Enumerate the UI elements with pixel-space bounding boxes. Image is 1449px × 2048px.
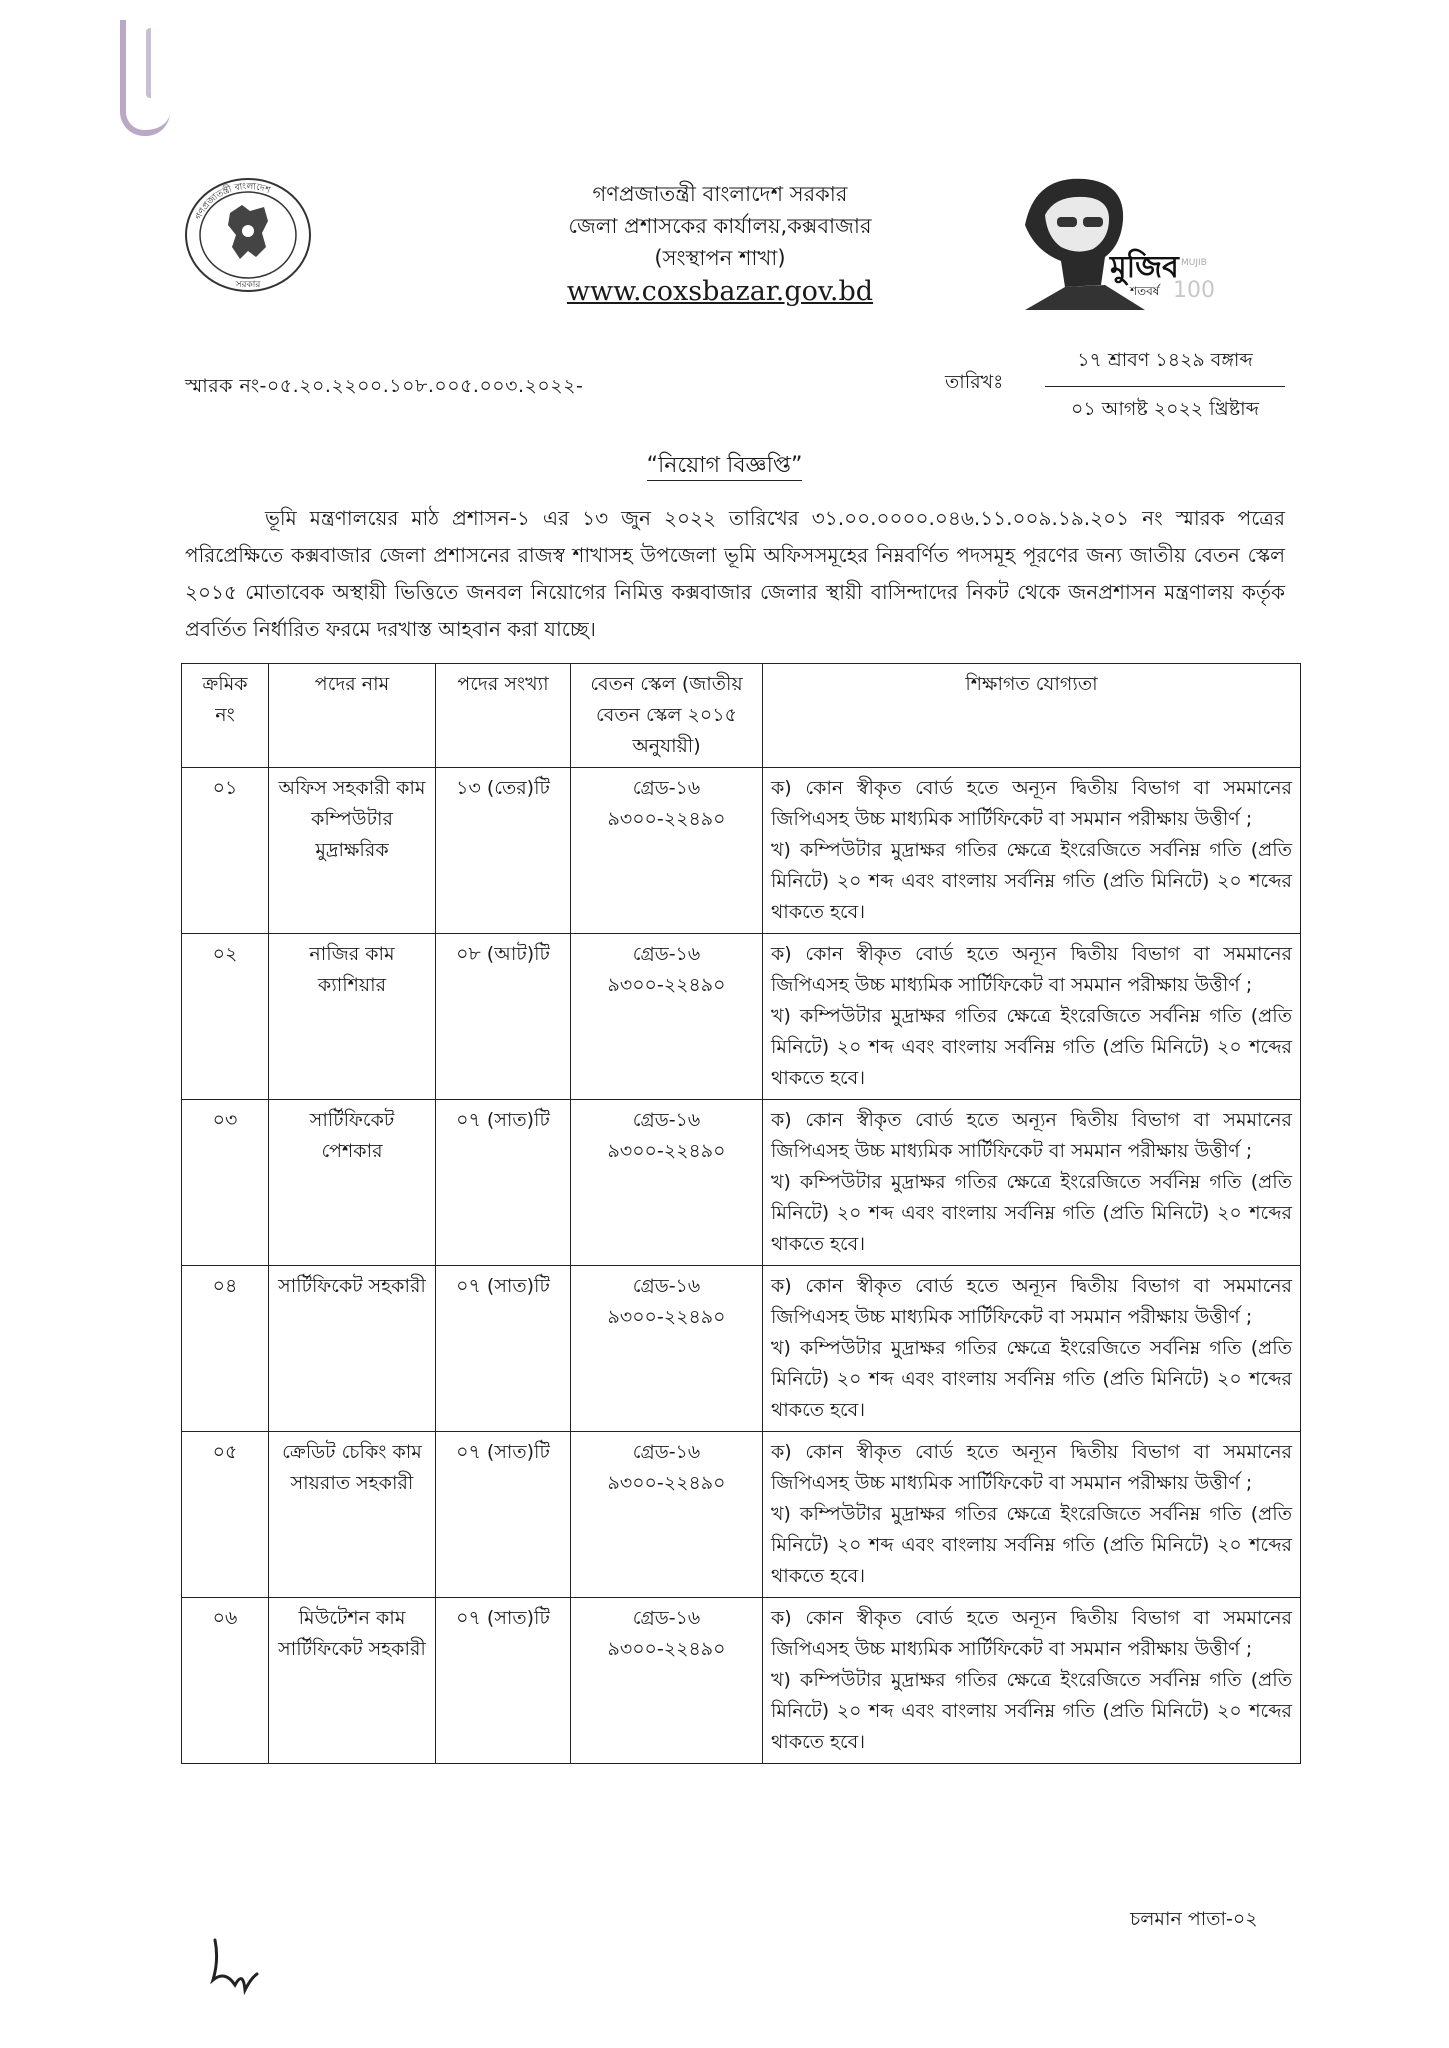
notice-title (0, 448, 1449, 485)
cell-pay-scale: ৯৩০০-২২৪৯০ (607, 1140, 726, 1162)
cell-count: ০৭ (সাত)টি (436, 1266, 571, 1432)
website-link[interactable]: www.coxsbazar.gov.bd (566, 276, 874, 307)
cell-count: ০৮ (আট)টি (436, 934, 571, 1100)
logo-side-text: MUJIB (1181, 258, 1207, 268)
qualification-b: খ) কম্পিউটার মুদ্রাক্ষর গতির ক্ষেত্রে ইংরেজিতে সর্বনিম্ন গতি (প্রতি মিনিটে) ২০ শব্দ এবং বাংলায় সর্বনিম্ন গতি (প্রতি মিনিটে) ২০ শব্দের থাকতে হবে। (771, 1669, 1292, 1753)
cell-post: সার্টিফিকেট সহকারী (269, 1266, 436, 1432)
qualification-a: ক) কোন স্বীকৃত বোর্ড হতে অন্যূন দ্বিতীয় বিভাগ বা সমমানের জিপিএসহ উচ্চ মাধ্যমিক সার্টিফিকেট বা সমমান পরীক্ষায় উত্তীর্ণ ; (771, 1275, 1292, 1328)
office-name: জেলা প্রশাসকের কার্যালয়,কক্সবাজার (568, 214, 872, 238)
cell-pay-scale: ৯৩০০-২২৪৯০ (607, 974, 726, 996)
section-name: (সংস্থাপন শাখা) (654, 246, 786, 270)
qualification-b: খ) কম্পিউটার মুদ্রাক্ষর গতির ক্ষেত্রে ইংরেজিতে সর্বনিম্ন গতি (প্রতি মিনিটে) ২০ শব্দ এবং বাংলায় সর্বনিম্ন গতি (প্রতি মিনিটে) ২০ শব্দের থাকতে হবে। (771, 1005, 1292, 1089)
cell-scale (571, 1432, 763, 1598)
mujib-borsho-logo-icon (1005, 165, 1215, 310)
qualification-b: খ) কম্পিউটার মুদ্রাক্ষর গতির ক্ষেত্রে ইংরেজিতে সর্বনিম্ন গতি (প্রতি মিনিটে) ২০ শব্দ এবং বাংলায় সর্বনিম্ন গতি (প্রতি মিনিটে) ২০ শব্দের থাকতে হবে। (771, 1337, 1292, 1421)
qualification-a: ক) কোন স্বীকৃত বোর্ড হতে অন্যূন দ্বিতীয় বিভাগ বা সমমানের জিপিএসহ উচ্চ মাধ্যমিক সার্টিফিকেট বা সমমান পরীক্ষায় উত্তীর্ণ ; (771, 1109, 1292, 1162)
seal-bottom-text: সরকার (235, 280, 261, 290)
cell-grade: গ্রেড-১৬ (632, 777, 701, 799)
notice-title-text: “নিয়োগ বিজ্ঞপ্তি” (647, 453, 803, 481)
cell-scale (571, 1100, 763, 1266)
logo-main-text: মুজিব (1110, 250, 1179, 285)
government-seal-icon (178, 175, 318, 295)
cell-post: নাজির কাম ক্যাশিয়ার (269, 934, 436, 1100)
table-row (182, 934, 1301, 1100)
qualification-a: ক) কোন স্বীকৃত বোর্ড হতে অন্যূন দ্বিতীয় বিভাগ বা সমমানের জিপিএসহ উচ্চ মাধ্যমিক সার্টিফিকেট বা সমমান পরীক্ষায় উত্তীর্ণ ; (771, 1441, 1292, 1494)
date-english: ০১ আগষ্ট ২০২২ খ্রিষ্টাব্দ (1070, 398, 1260, 420)
table-row (182, 768, 1301, 934)
cell-serial: ০৩ (182, 1100, 269, 1266)
seal-top-text: গণপ্রজাতন্ত্রী বাংলাদেশ (194, 181, 272, 222)
government-name: গণপ্রজাতন্ত্রী বাংলাদেশ সরকার (592, 182, 848, 206)
cell-pay-scale: ৯৩০০-২২৪৯০ (607, 808, 726, 830)
qualification-a: ক) কোন স্বীকৃত বোর্ড হতে অন্যূন দ্বিতীয় বিভাগ বা সমমানের জিপিএসহ উচ্চ মাধ্যমিক সার্টিফিকেট বা সমমান পরীক্ষায় উত্তীর্ণ ; (771, 943, 1292, 996)
header-serial: ক্রমিক নং (182, 664, 269, 768)
cell-scale (571, 1598, 763, 1764)
cell-serial: ০২ (182, 934, 269, 1100)
table-row (182, 1100, 1301, 1266)
cell-serial: ০১ (182, 768, 269, 934)
memo-reference: স্মারক নং-০৫.২০.২২০০.১০৮.০০৫.০০৩.২০২২- (185, 375, 584, 397)
cell-pay-scale: ৯৩০০-২২৪৯০ (607, 1638, 726, 1660)
date-label: তারিখঃ (945, 371, 1004, 393)
qualification-a: ক) কোন স্বীকৃত বোর্ড হতে অন্যূন দ্বিতীয় বিভাগ বা সমমানের জিপিএসহ উচ্চ মাধ্যমিক সার্টিফিকেট বা সমমান পরীক্ষায় উত্তীর্ণ ; (771, 777, 1292, 830)
paper-clip-mark (120, 20, 170, 136)
table-row (182, 1432, 1301, 1598)
logo-sub-text: শতবর্ষ (1130, 284, 1160, 298)
cell-pay-scale: ৯৩০০-২২৪৯০ (607, 1472, 726, 1494)
qualification-b: খ) কম্পিউটার মুদ্রাক্ষর গতির ক্ষেত্রে ইংরেজিতে সর্বনিম্ন গতি (প্রতি মিনিটে) ২০ শব্দ এবং বাংলায় সর্বনিম্ন গতি (প্রতি মিনিটে) ২০ শব্দের থাকতে হবে। (771, 1503, 1292, 1587)
qualification-b: খ) কম্পিউটার মুদ্রাক্ষর গতির ক্ষেত্রে ইংরেজিতে সর্বনিম্ন গতি (প্রতি মিনিটে) ২০ শব্দ এবং বাংলায় সর্বনিম্ন গতি (প্রতি মিনিটে) ২০ শব্দের থাকতে হবে। (771, 839, 1292, 923)
cell-grade: গ্রেড-১৬ (632, 1607, 701, 1629)
intro-paragraph: ভূমি মন্ত্রণালয়ের মাঠ প্রশাসন-১ এর ১৩ জুন ২০২২ তারিখের ৩১.০০.০০০০.০৪৬.১১.০০৯.১৯.২০১ নং স্মারক পত্রের পরিপ্রেক্ষিতে কক্সবাজার জেলা প্রশাসনের রাজস্ব শাখাসহ উপজেলা ভূমি অফিসসমূহের নিম্নবর্ণিত পদসমূহ পূরণের জন্য জাতীয় বেতন স্কেল ২০১৫ মোতাবেক অস্থায়ী ভিত্তিতে জনবল নিয়োগের নিমিত্ত কক্সবাজার জেলার স্থায়ী বাসিন্দাদের নিকট থেকে জনপ্রশাসন মন্ত্রণালয় কর্তৃক প্রবর্তিত নির্ধারিত ফরমে দরখাস্ত আহবান করা যাচ্ছে। (185, 506, 1285, 641)
cell-grade: গ্রেড-১৬ (632, 1109, 701, 1131)
date-bangla: ১৭ শ্রাবণ ১৪২৯ বঙ্গাব্দ (1045, 346, 1285, 387)
cell-serial: ০৬ (182, 1598, 269, 1764)
cell-qualification (763, 1598, 1301, 1764)
cell-qualification (763, 1266, 1301, 1432)
cell-serial: ০৪ (182, 1266, 269, 1432)
header-scale: বেতন স্কেল (জাতীয় বেতন স্কেল ২০১৫ অনুযায়ী) (571, 664, 763, 768)
cell-count: ০৭ (সাত)টি (436, 1100, 571, 1266)
initial-signature-icon (205, 1930, 265, 2000)
header-post: পদের নাম (269, 664, 436, 768)
cell-post: সার্টিফিকেট পেশকার (269, 1100, 436, 1266)
cell-count: ০৭ (সাত)টি (436, 1432, 571, 1598)
cell-grade: গ্রেড-১৬ (632, 1441, 701, 1463)
cell-count: ০৭ (সাত)টি (436, 1598, 571, 1764)
cell-serial: ০৫ (182, 1432, 269, 1598)
table-row (182, 1598, 1301, 1764)
cell-post: অফিস সহকারী কাম কম্পিউটার মুদ্রাক্ষরিক (269, 768, 436, 934)
cell-qualification (763, 1100, 1301, 1266)
cell-grade: গ্রেড-১৬ (632, 943, 701, 965)
table-row (182, 1266, 1301, 1432)
cell-pay-scale: ৯৩০০-২২৪৯০ (607, 1306, 726, 1328)
date-block (1045, 346, 1285, 427)
cell-qualification (763, 768, 1301, 934)
letterhead (450, 178, 990, 309)
header-qualification: শিক্ষাগত যোগ্যতা (763, 664, 1301, 768)
cell-qualification (763, 1432, 1301, 1598)
cell-scale (571, 768, 763, 934)
cell-scale (571, 934, 763, 1100)
cell-post: মিউটেশন কাম সার্টিফিকেট সহকারী (269, 1598, 436, 1764)
cell-post: ক্রেডিট চেকিং কাম সায়রাত সহকারী (269, 1432, 436, 1598)
cell-qualification (763, 934, 1301, 1100)
logo-number-text: 100 (1173, 278, 1215, 303)
continued-page-note: চলমান পাতা-০২ (1130, 1908, 1258, 1930)
cell-scale (571, 1266, 763, 1432)
qualification-b: খ) কম্পিউটার মুদ্রাক্ষর গতির ক্ষেত্রে ইংরেজিতে সর্বনিম্ন গতি (প্রতি মিনিটে) ২০ শব্দ এবং বাংলায় সর্বনিম্ন গতি (প্রতি মিনিটে) ২০ শব্দের থাকতে হবে। (771, 1171, 1292, 1255)
cell-grade: গ্রেড-১৬ (632, 1275, 701, 1297)
qualification-a: ক) কোন স্বীকৃত বোর্ড হতে অন্যূন দ্বিতীয় বিভাগ বা সমমানের জিপিএসহ উচ্চ মাধ্যমিক সার্টিফিকেট বা সমমান পরীক্ষায় উত্তীর্ণ ; (771, 1607, 1292, 1660)
cell-count: ১৩ (তের)টি (436, 768, 571, 934)
table-header-row (182, 664, 1301, 768)
posts-table (181, 663, 1301, 1764)
header-count: পদের সংখ্যা (436, 664, 571, 768)
